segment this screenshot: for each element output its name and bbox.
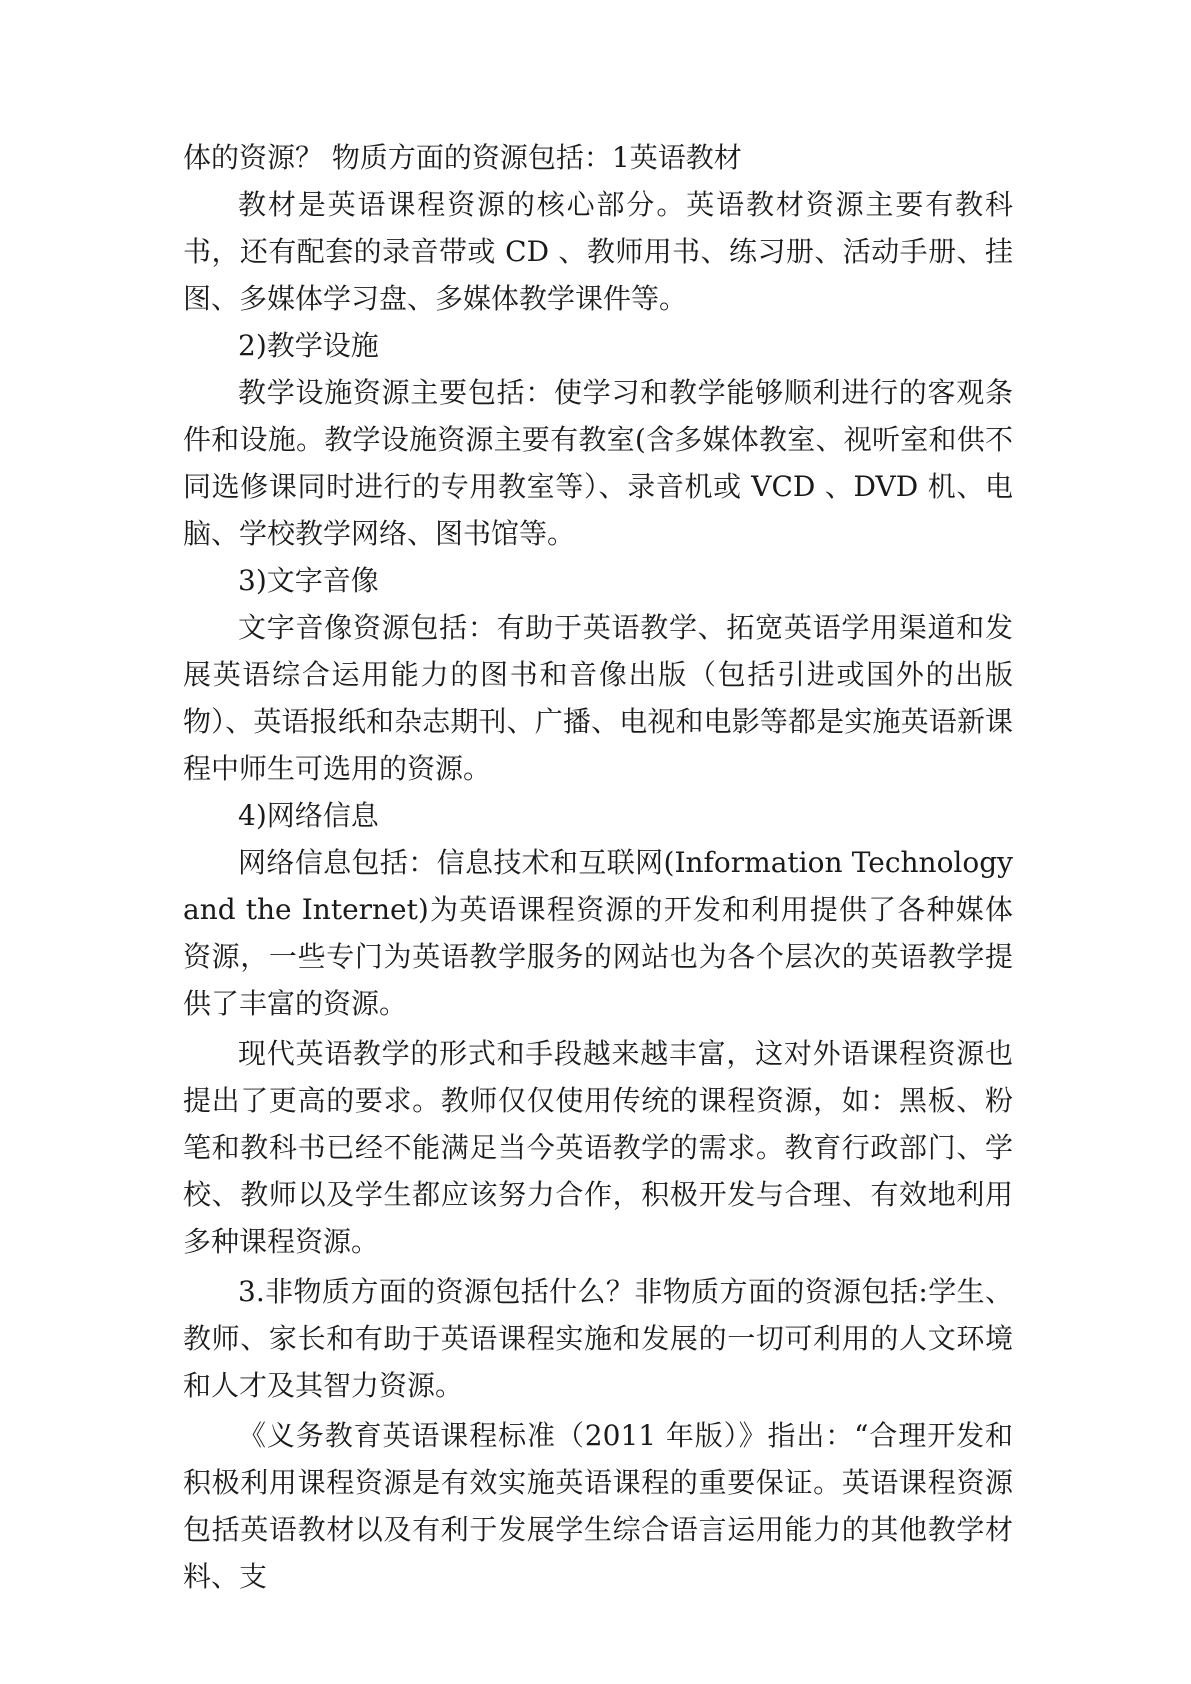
paragraph-text-audio-video: 文字音像资源包括：有助于英语教学、拓宽英语学用渠道和发展英语综合运用能力的图书和音像出版（包括引进或国外的出版物）、英语报纸和杂志期刊、广播、电视和电影等都是实施英语新课程中师生可选用的资源。 [183,611,1013,785]
paragraph-teaching-facilities: 教学设施资源主要包括：使学习和教学能够顺利进行的客观条件和设施。教学设施资源主要有教室(含多媒体教室、视听室和供不同选修课同时进行的专用教室等）、录音机或 VCD 、DVD 机、电脑、学校教学网络、图书馆等。 [183,376,1013,550]
paragraph-network-information: 网络信息包括：信息技术和互联网(Information Technology and the Internet)为英语课程资源的开发和利用提供了各种媒体资源，一些专门为英语教学服务的网站也为各个层次的英语教学提供了丰富的资源。 [183,846,1013,1020]
paragraph-modern-teaching: 现代英语教学的形式和手段越来越丰富，这对外语课程资源也提出了更高的要求。教师仅仅使用传统的课程资源，如：黑板、粉笔和教科书已经不能满足当今英语教学的需求。教育行政部门、学校、教师以及学生都应该努力合作，积极开发与合理、有效地利用多种课程资源。 [183,1037,1013,1258]
document-body [183,134,1013,1600]
paragraph-continuation: 体的资源？ 物质方面的资源包括：1英语教材 [183,141,742,174]
heading-teaching-facilities: 2)教学设施 [238,329,379,362]
paragraph-non-material-resources: 3.非物质方面的资源包括什么？非物质方面的资源包括:学生、教师、家长和有助于英语课程实施和发展的一切可利用的人文环境和人才及其智力资源。 [183,1275,1013,1402]
paragraph-textbooks: 教材是英语课程资源的核心部分。英语教材资源主要有教科书，还有配套的录音带或 CD 、教师用书、练习册、活动手册、挂图、多媒体学习盘、多媒体教学课件等。 [183,188,1013,315]
heading-network-information: 4)网络信息 [238,799,379,832]
paragraph-curriculum-standard: 《义务教育英语课程标准（2011 年版）》指出：“合理开发和积极利用课程资源是有效实施英语课程的重要保证。英语课程资源包括英语教材以及有利于发展学生综合语言运用能力的其他教学材料、支 [183,1419,1013,1593]
heading-text-audio-video: 3)文字音像 [238,564,379,597]
